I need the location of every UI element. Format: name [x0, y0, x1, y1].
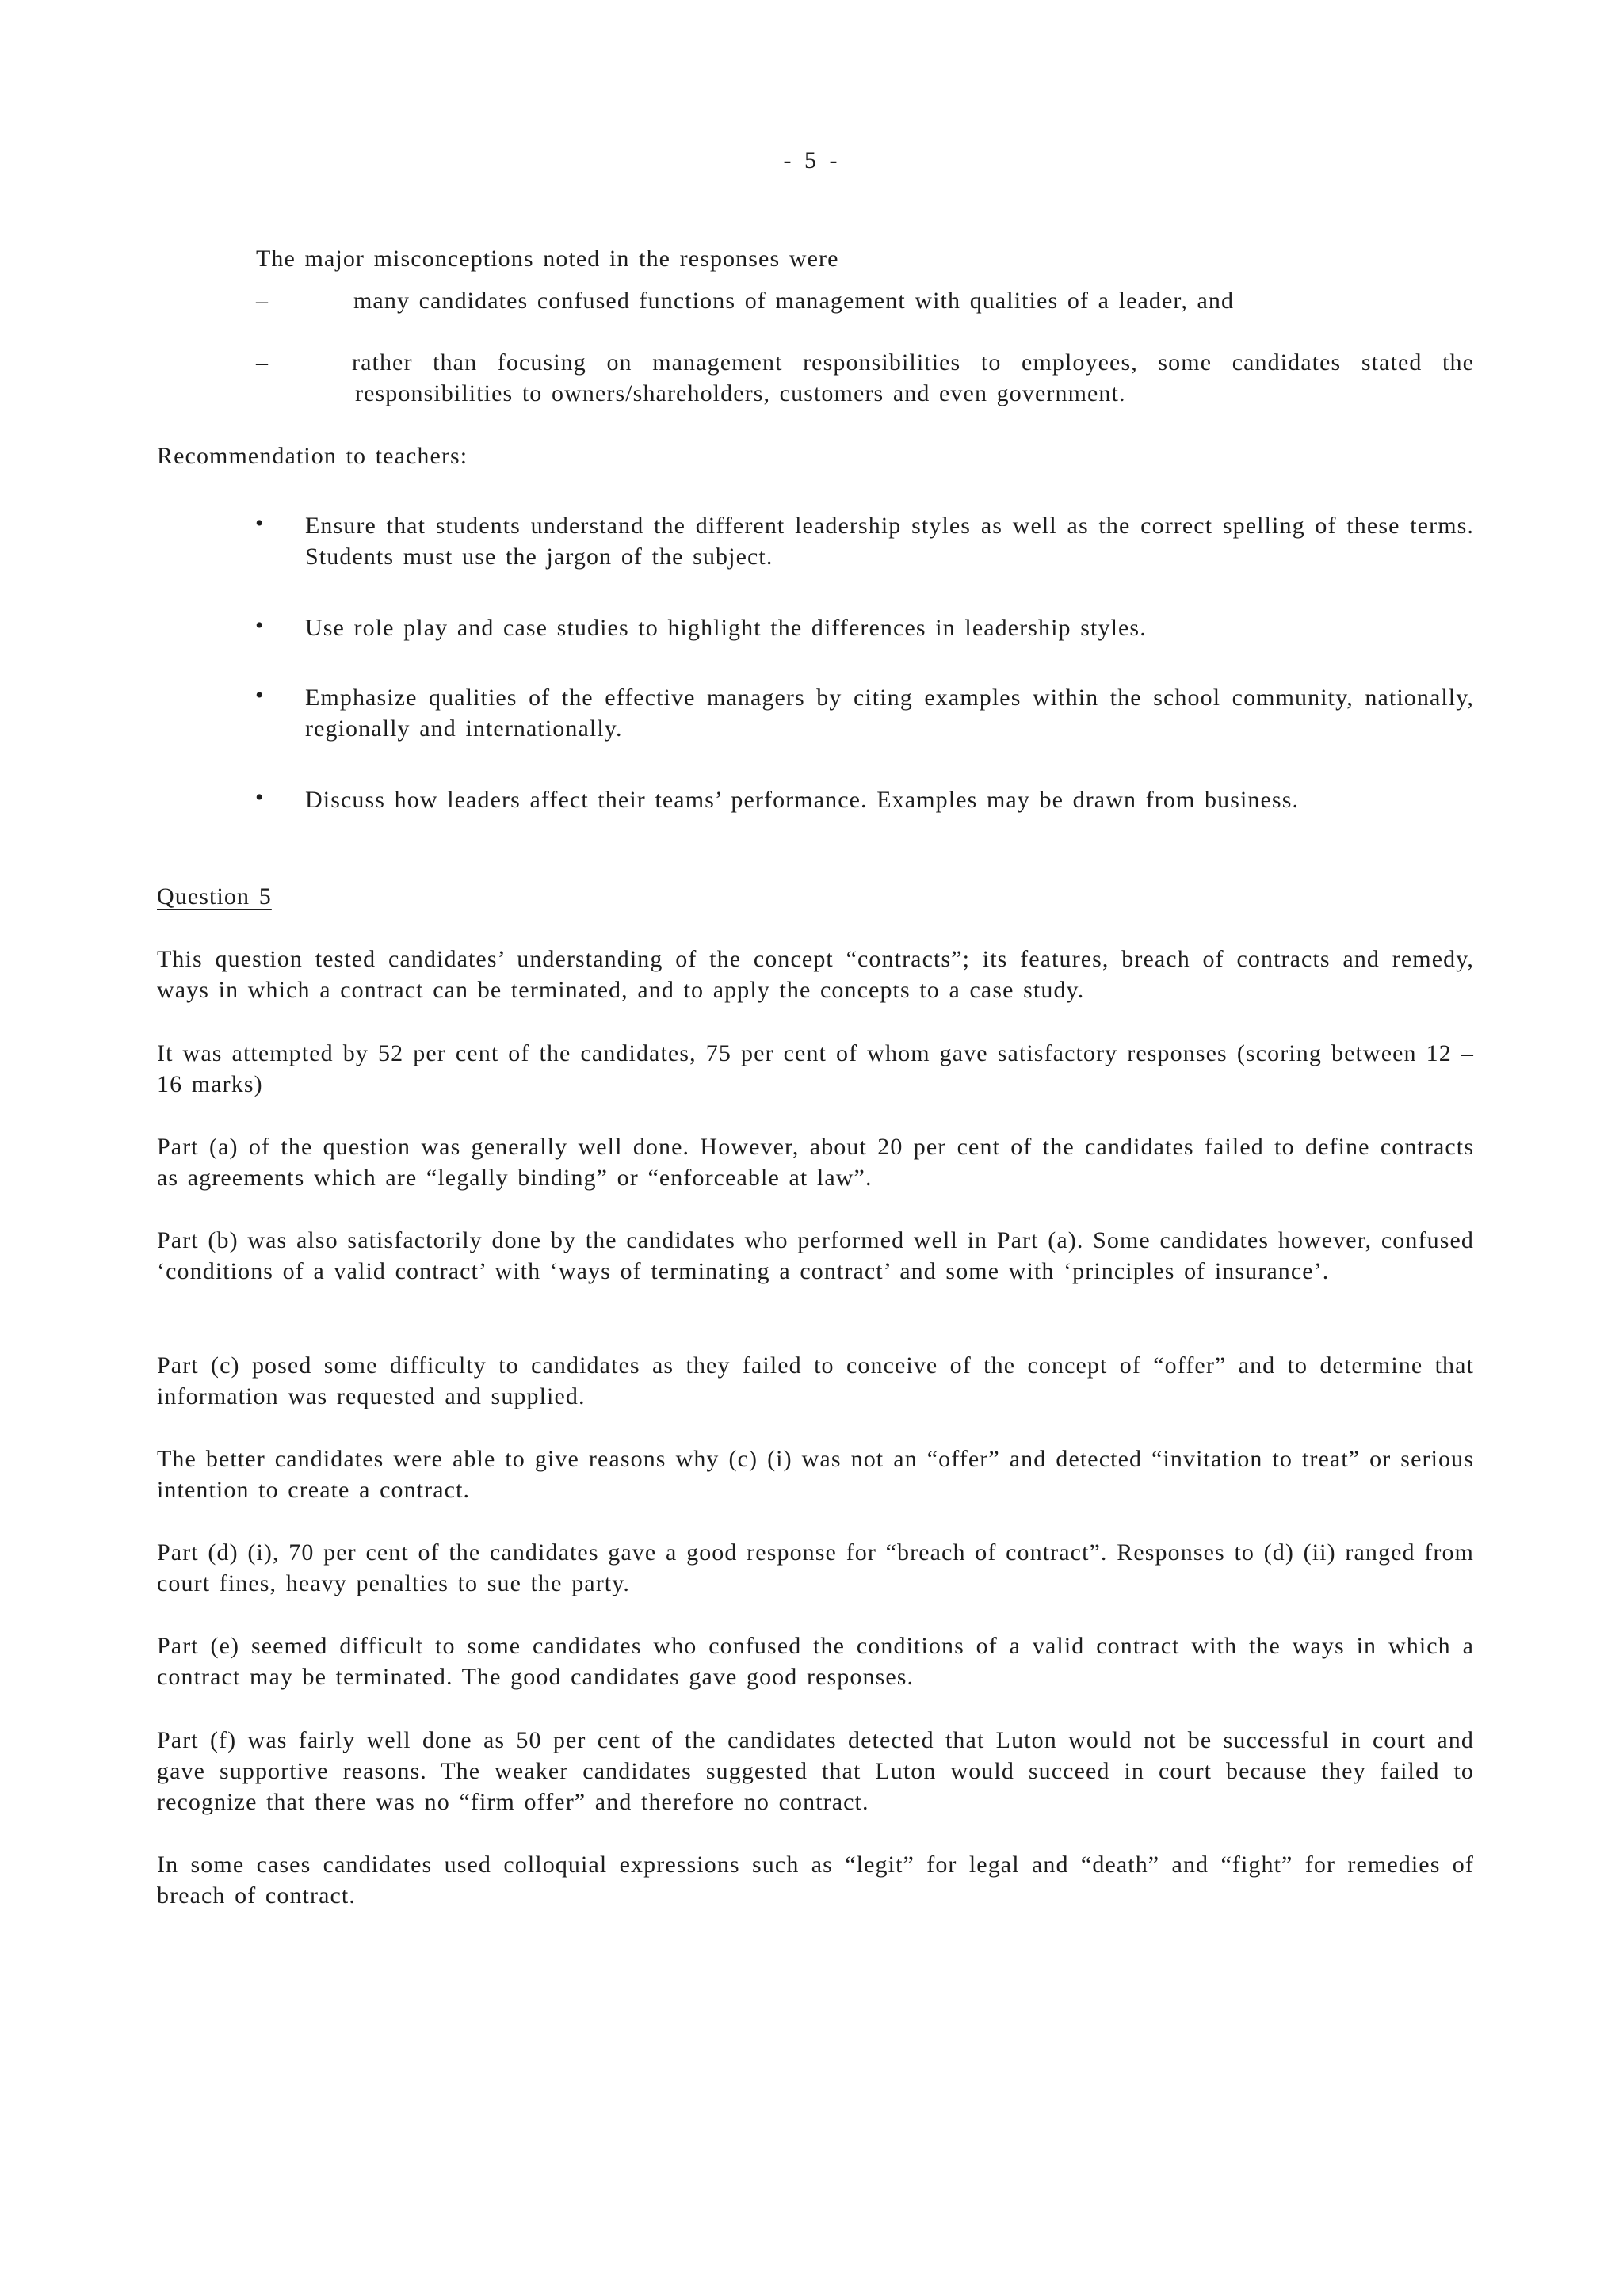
question-5-heading: Question 5 — [157, 883, 272, 910]
recommendation-text: Discuss how leaders affect their teams’ performance. Examples may be drawn from business. — [305, 787, 1300, 813]
recommendation-item — [252, 612, 1474, 643]
recommendations-heading: Recommendation to teachers: — [157, 443, 468, 469]
recommendation-item — [252, 510, 1474, 572]
question-5-paragraph: The better candidates were able to give reasons why (c) (i) was not an “offer” and detected “invitation to treat” or serious intention to create a contract. — [157, 1446, 1474, 1503]
question-5-paragraph: This question tested candidates’ understanding of the concept “contracts”; its features, breach of contracts and remedy, ways in which a contract can be terminated, and to apply the concepts to a case study. — [157, 946, 1474, 1003]
question-5-paragraph: Part (e) seemed difficult to some candidates who confused the conditions of a valid contract with the ways in which a contract may be terminated. The good candidates gave good responses. — [157, 1633, 1474, 1690]
question-5-paragraph: Part (a) of the question was generally well done. However, about 20 per cent of the candidates failed to define contracts as agreements which are “legally binding” or “enforceable at law”. — [157, 1134, 1474, 1191]
dash-marker: – — [256, 349, 269, 376]
bullet-marker: • — [255, 784, 265, 810]
recommendation-item — [252, 784, 1474, 815]
bullet-marker: • — [255, 682, 265, 708]
question-5-paragraph: It was attempted by 52 per cent of the candidates, 75 per cent of whom gave satisfactory responses (scoring between 12 – 16 marks) — [157, 1040, 1474, 1097]
question-5-paragraph: Part (d) (i), 70 per cent of the candidates gave a good response for “breach of contract”. Responses to (d) (ii) ranged from court fines, heavy penalties to sue the party. — [157, 1539, 1474, 1596]
recommendation-text: Emphasize qualities of the effective managers by citing examples within the school community, nationally, regionally and internationally. — [305, 685, 1474, 742]
recommendation-item — [252, 682, 1474, 744]
recommendation-text: Use role play and case studies to highlight the differences in leadership styles. — [305, 615, 1147, 641]
misconception-item — [256, 285, 1474, 316]
recommendation-text: Ensure that students understand the different leadership styles as well as the correct spelling of these terms. Students must use the jargon of the subject. — [305, 513, 1474, 570]
question-5-paragraph: In some cases candidates used colloquial expressions such as “legit” for legal and “death” and “fight” for remedies of breach of contract. — [157, 1852, 1474, 1909]
misconception-item — [256, 347, 1474, 409]
question-5-paragraph: Part (c) posed some difficulty to candidates as they failed to conceive of the concept of “offer” and to determine that information was requested and supplied. — [157, 1352, 1474, 1409]
bullet-marker: • — [255, 510, 265, 536]
misconception-text: many candidates confused functions of management with qualities of a leader, and — [353, 288, 1235, 314]
question-5-paragraph: Part (f) was fairly well done as 50 per cent of the candidates detected that Luton would not be successful in court and gave supportive reasons. The weaker candidates suggested that Luton would succeed in court because they failed to recognize that there was no “firm offer” and therefore no contract. — [157, 1727, 1474, 1815]
misconceptions-intro: The major misconceptions noted in the responses were — [256, 246, 839, 272]
misconception-text: rather than focusing on management responsibilities to employees, some candidates stated the responsibilities to owners/shareholders, customers and even government. — [352, 349, 1474, 406]
bullet-marker: • — [255, 612, 265, 639]
dash-marker: – — [256, 288, 269, 314]
page-number: - 5 - — [783, 147, 840, 174]
question-5-paragraph: Part (b) was also satisfactorily done by the candidates who performed well in Part (a). Some candidates however, confused ‘conditions of a valid contract’ with ‘ways of terminating a contract’ and some with ‘principles of insurance’. — [157, 1227, 1474, 1284]
